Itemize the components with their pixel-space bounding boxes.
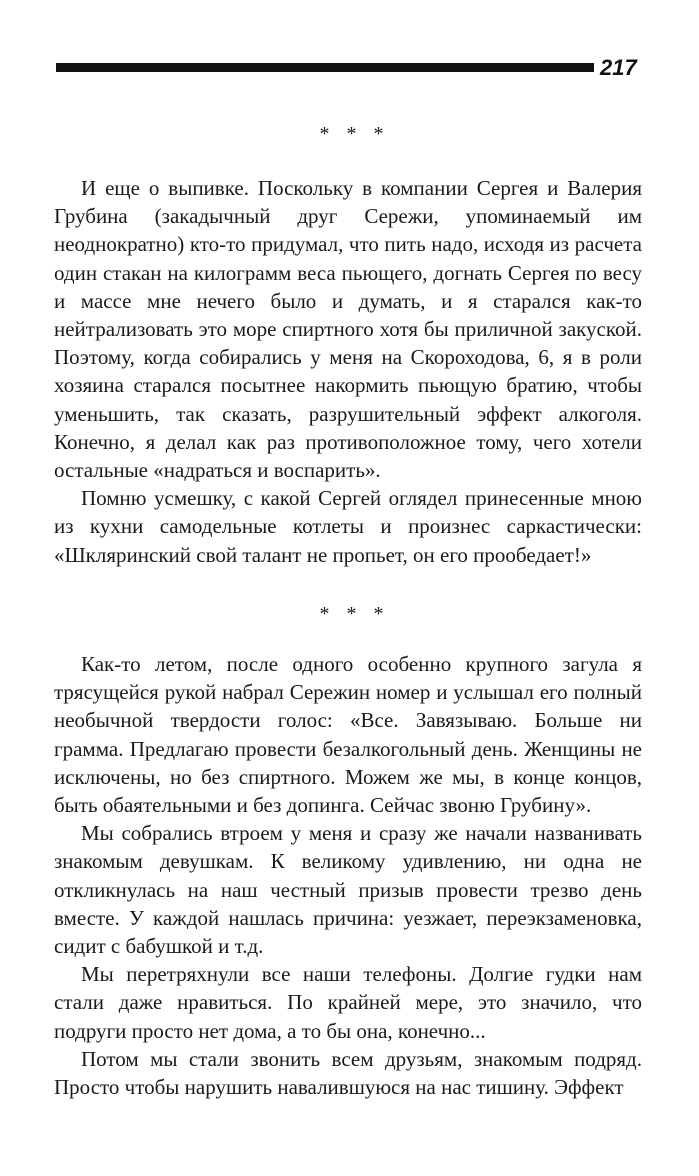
text-section-1 — [54, 174, 642, 569]
page-number: 217 — [600, 55, 637, 80]
text-section-2 — [54, 650, 642, 1101]
paragraph: Как-то летом, после одного особенно крупного загула я трясущейся рукой набрал Сережин номер и услышал его полный необычной твердости голос: «Все. Завязываю. Больше ни грамма. Предлагаю провести безалкогольный день. Женщины не исключены, но без спиртного. Можем же мы, в конце концов, быть обаятельными и без допинга. Сейчас звоню Грубину». — [54, 652, 642, 818]
paragraph: Потом мы стали звонить всем друзьям, знакомым подряд. Просто чтобы нарушить навалившуюся на нас тишину. Эффект — [54, 1046, 642, 1100]
section-separator: * * * — [319, 123, 390, 145]
header-rule — [56, 63, 594, 72]
section-separator: * * * — [319, 603, 390, 625]
paragraph: Мы перетряхнули все наши телефоны. Долгие гудки нам стали даже нравиться. По крайней мере, это значило, что подруги просто нет дома, а то бы она, конечно... — [54, 962, 642, 1043]
paragraph: Помню усмешку, с какой Сергей оглядел принесенные мною из кухни самодельные котлеты и произнес саркастически: «Шкляринский свой талант не пропьет, он его прообедает!» — [54, 486, 642, 567]
paragraph: Мы собрались втроем у меня и сразу же начали названивать знакомым девушкам. К великому удивлению, ни одна не откликнулась на наш честный призыв провести трезво день вместе. У каждой нашлась причина: уезжает, переэкзаменовка, сидит с бабушкой и т.д. — [54, 821, 642, 959]
paragraph: И еще о выпивке. Поскольку в компании Сергея и Валерия Грубина (закадычный друг Сережи, упоминаемый им неоднократно) кто-то придумал, что пить надо, исходя из расчета один стакан на килограмм веса пьющего, догнать Сергея по весу и массе мне нечего было и думать, и я старался как-то нейтрализовать это море спиртного хотя бы приличной закуской. Поэтому, когда собирались у меня на Скороходова, 6, я в роли хозяина старался посытнее накормить пьющую братию, чтобы уменьшить, так сказать, разрушительный эффект алкоголя. Конечно, я делал как раз противоположное тому, чего хотели остальные «надраться и воспарить». — [54, 176, 642, 483]
